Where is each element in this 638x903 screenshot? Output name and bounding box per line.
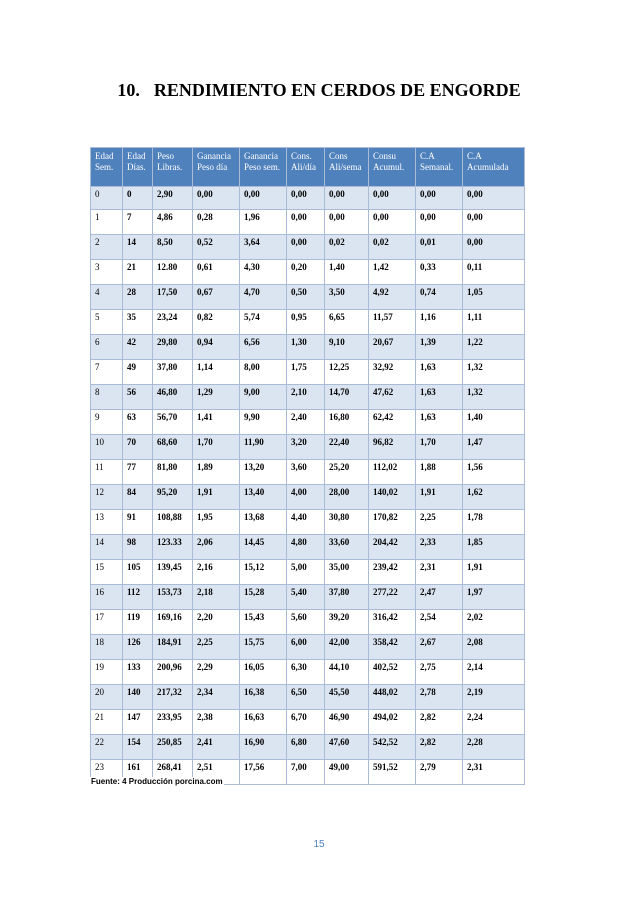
table-cell: 25,20 <box>325 460 369 485</box>
table-cell: 1,91 <box>416 485 463 510</box>
table-cell: 13 <box>91 510 123 535</box>
table-cell: 15 <box>91 560 123 585</box>
table-cell: 2,20 <box>193 610 240 635</box>
table-cell: 6,65 <box>325 310 369 335</box>
table-cell: 5 <box>91 310 123 335</box>
table-cell: 0,33 <box>416 260 463 285</box>
table-cell: 9,10 <box>325 335 369 360</box>
table-cell: 1,91 <box>463 560 525 585</box>
table-cell: 21 <box>91 710 123 735</box>
header-cell: Edad Días. <box>123 148 153 187</box>
table-cell: 20,67 <box>369 335 416 360</box>
table-cell: 126 <box>123 635 153 660</box>
table-cell: 46,80 <box>153 385 193 410</box>
performance-table <box>90 147 525 785</box>
table-cell: 13,68 <box>240 510 287 535</box>
table-cell: 28 <box>123 285 153 310</box>
table-cell: 204,42 <box>369 535 416 560</box>
table-cell: 1,89 <box>193 460 240 485</box>
table-cell: 153,73 <box>153 585 193 610</box>
table-cell: 0,00 <box>416 210 463 235</box>
table-cell: 15,28 <box>240 585 287 610</box>
source-note: Fuente: 4 Producción porcina.com <box>91 777 223 786</box>
header-cell: C.A Acumulada <box>463 148 525 187</box>
table-cell: 217,32 <box>153 685 193 710</box>
table-cell: 15,43 <box>240 610 287 635</box>
table-cell: 13,40 <box>240 485 287 510</box>
table-cell: 112 <box>123 585 153 610</box>
table-cell: 0,00 <box>240 187 287 210</box>
table-cell: 0 <box>123 187 153 210</box>
table-cell: 1,96 <box>240 210 287 235</box>
table-cell: 154 <box>123 735 153 760</box>
table-header-row <box>91 148 525 187</box>
table-cell: 147 <box>123 710 153 735</box>
table-row <box>91 285 525 310</box>
table-cell: 2,10 <box>287 385 325 410</box>
table-cell: 1,30 <box>287 335 325 360</box>
table-row <box>91 260 525 285</box>
table-cell: 42 <box>123 335 153 360</box>
table-cell: 16,80 <box>325 410 369 435</box>
table-row <box>91 660 525 685</box>
table-cell: 4,00 <box>287 485 325 510</box>
table-cell: 112,02 <box>369 460 416 485</box>
table-cell: 5,60 <box>287 610 325 635</box>
table-cell: 11 <box>91 460 123 485</box>
table-cell: 268,41 <box>153 760 193 785</box>
table-cell: 3,50 <box>325 285 369 310</box>
table-cell: 2,06 <box>193 535 240 560</box>
table-cell: 2,25 <box>416 510 463 535</box>
table-cell: 45,50 <box>325 685 369 710</box>
table-cell: 28,00 <box>325 485 369 510</box>
table-cell: 2,34 <box>193 685 240 710</box>
table-cell: 7,00 <box>287 760 325 785</box>
table-cell: 1,39 <box>416 335 463 360</box>
table-cell: 16,90 <box>240 735 287 760</box>
table-row <box>91 410 525 435</box>
table-cell: 0,00 <box>287 235 325 260</box>
table-cell: 1,95 <box>193 510 240 535</box>
table-cell: 81,80 <box>153 460 193 485</box>
table-cell: 591,52 <box>369 760 416 785</box>
table-cell: 17 <box>91 610 123 635</box>
table-row <box>91 210 525 235</box>
table-row <box>91 385 525 410</box>
table-cell: 16 <box>91 585 123 610</box>
table-cell: 2,25 <box>193 635 240 660</box>
table-cell: 8 <box>91 385 123 410</box>
table-cell: 133 <box>123 660 153 685</box>
table-cell: 19 <box>91 660 123 685</box>
table-cell: 21 <box>123 260 153 285</box>
table-cell: 2,08 <box>463 635 525 660</box>
table-cell: 30,80 <box>325 510 369 535</box>
table-cell: 0,00 <box>287 187 325 210</box>
table-row <box>91 310 525 335</box>
table-cell: 0,00 <box>416 187 463 210</box>
table-row <box>91 710 525 735</box>
table-cell: 2,67 <box>416 635 463 660</box>
table-cell: 542,52 <box>369 735 416 760</box>
table-cell: 0,74 <box>416 285 463 310</box>
table-row <box>91 560 525 585</box>
table-cell: 1,14 <box>193 360 240 385</box>
table-row <box>91 735 525 760</box>
table-cell: 250,85 <box>153 735 193 760</box>
table-cell: 184,91 <box>153 635 193 660</box>
table-cell: 70 <box>123 435 153 460</box>
table-cell: 3,20 <box>287 435 325 460</box>
header-cell: Consu Acumul. <box>369 148 416 187</box>
table-cell: 0,61 <box>193 260 240 285</box>
table-cell: 2,31 <box>463 760 525 785</box>
table-cell: 62,42 <box>369 410 416 435</box>
table-cell: 123.33 <box>153 535 193 560</box>
header-cell: Ganancia Peso día <box>193 148 240 187</box>
table-cell: 0,00 <box>369 187 416 210</box>
table-cell: 39,20 <box>325 610 369 635</box>
table-cell: 2,47 <box>416 585 463 610</box>
header-cell: Peso Libras. <box>153 148 193 187</box>
table-cell: 63 <box>123 410 153 435</box>
table-cell: 2,33 <box>416 535 463 560</box>
table-cell: 6 <box>91 335 123 360</box>
table-cell: 2,90 <box>153 187 193 210</box>
table-cell: 17,56 <box>240 760 287 785</box>
table-cell: 139,45 <box>153 560 193 585</box>
table-cell: 1,32 <box>463 385 525 410</box>
table-cell: 2,41 <box>193 735 240 760</box>
table-cell: 0,01 <box>416 235 463 260</box>
table-cell: 277,22 <box>369 585 416 610</box>
table-cell: 8,50 <box>153 235 193 260</box>
table-cell: 2,14 <box>463 660 525 685</box>
table-row <box>91 187 525 210</box>
table-cell: 1,63 <box>416 360 463 385</box>
table-cell: 8,00 <box>240 360 287 385</box>
table-cell: 1,97 <box>463 585 525 610</box>
table-row <box>91 360 525 385</box>
table-cell: 2,40 <box>287 410 325 435</box>
table-cell: 3 <box>91 260 123 285</box>
table-cell: 4,30 <box>240 260 287 285</box>
table-cell: 0,02 <box>369 235 416 260</box>
table-cell: 16,38 <box>240 685 287 710</box>
table-cell: 1,62 <box>463 485 525 510</box>
table-cell: 1,40 <box>463 410 525 435</box>
table-body <box>91 187 525 785</box>
table-cell: 11,57 <box>369 310 416 335</box>
table-cell: 1,16 <box>416 310 463 335</box>
table-cell: 84 <box>123 485 153 510</box>
table-cell: 1,42 <box>369 260 416 285</box>
table-cell: 0,00 <box>325 210 369 235</box>
table-cell: 2,79 <box>416 760 463 785</box>
table-cell: 42,00 <box>325 635 369 660</box>
table-cell: 14,70 <box>325 385 369 410</box>
header-cell: Ganancia Peso sem. <box>240 148 287 187</box>
table-cell: 0,02 <box>325 235 369 260</box>
table-cell: 0,00 <box>369 210 416 235</box>
table-cell: 22 <box>91 735 123 760</box>
table-cell: 4,80 <box>287 535 325 560</box>
table-cell: 49,00 <box>325 760 369 785</box>
table-cell: 1,70 <box>416 435 463 460</box>
table-cell: 1,91 <box>193 485 240 510</box>
table-cell: 7 <box>123 210 153 235</box>
table-cell: 46,90 <box>325 710 369 735</box>
table-cell: 0 <box>91 187 123 210</box>
table-cell: 29,80 <box>153 335 193 360</box>
table-cell: 1,32 <box>463 360 525 385</box>
table-cell: 6,50 <box>287 685 325 710</box>
table-cell: 1,05 <box>463 285 525 310</box>
table-cell: 68,60 <box>153 435 193 460</box>
table-cell: 5,00 <box>287 560 325 585</box>
table-cell: 6,70 <box>287 710 325 735</box>
table-row <box>91 460 525 485</box>
table-cell: 105 <box>123 560 153 585</box>
table-cell: 169,16 <box>153 610 193 635</box>
table-row <box>91 485 525 510</box>
table-cell: 161 <box>123 760 153 785</box>
table-cell: 1,70 <box>193 435 240 460</box>
table-cell: 316,42 <box>369 610 416 635</box>
table-cell: 0,67 <box>193 285 240 310</box>
table-cell: 2,29 <box>193 660 240 685</box>
table-cell: 16,63 <box>240 710 287 735</box>
table-cell: 1,85 <box>463 535 525 560</box>
table-cell: 37,80 <box>153 360 193 385</box>
table-cell: 170,82 <box>369 510 416 535</box>
table-cell: 12,25 <box>325 360 369 385</box>
table-cell: 14 <box>123 235 153 260</box>
header-cell: C.A Semanal. <box>416 148 463 187</box>
table-cell: 12 <box>91 485 123 510</box>
table-cell: 6,30 <box>287 660 325 685</box>
table-cell: 2,24 <box>463 710 525 735</box>
table-cell: 4,92 <box>369 285 416 310</box>
table-cell: 0,00 <box>287 210 325 235</box>
table-row <box>91 435 525 460</box>
table-cell: 4,40 <box>287 510 325 535</box>
table-cell: 6,56 <box>240 335 287 360</box>
table-cell: 4,70 <box>240 285 287 310</box>
table-cell: 1 <box>91 210 123 235</box>
table-cell: 119 <box>123 610 153 635</box>
table-cell: 20 <box>91 685 123 710</box>
table-row <box>91 635 525 660</box>
table-cell: 47,60 <box>325 735 369 760</box>
header-cell: Cons Ali/sema <box>325 148 369 187</box>
table-cell: 2,75 <box>416 660 463 685</box>
table-cell: 0,94 <box>193 335 240 360</box>
table-cell: 9 <box>91 410 123 435</box>
header-cell: Edad Sem. <box>91 148 123 187</box>
table-cell: 77 <box>123 460 153 485</box>
table-cell: 402,52 <box>369 660 416 685</box>
table-cell: 6,00 <box>287 635 325 660</box>
table-cell: 2,02 <box>463 610 525 635</box>
table-cell: 1,22 <box>463 335 525 360</box>
table-cell: 10 <box>91 435 123 460</box>
table-row <box>91 235 525 260</box>
table-cell: 32,92 <box>369 360 416 385</box>
table-cell: 2,82 <box>416 735 463 760</box>
table-cell: 95,20 <box>153 485 193 510</box>
table-cell: 18 <box>91 635 123 660</box>
table-cell: 0,11 <box>463 260 525 285</box>
table-cell: 15,75 <box>240 635 287 660</box>
table-cell: 1,40 <box>325 260 369 285</box>
table-cell: 2,51 <box>193 760 240 785</box>
table-cell: 17,50 <box>153 285 193 310</box>
table-cell: 108,88 <box>153 510 193 535</box>
table-cell: 0,00 <box>463 235 525 260</box>
table-cell: 4 <box>91 285 123 310</box>
table-row <box>91 610 525 635</box>
table-cell: 140,02 <box>369 485 416 510</box>
table-cell: 96,82 <box>369 435 416 460</box>
table-cell: 494,02 <box>369 710 416 735</box>
table-cell: 56,70 <box>153 410 193 435</box>
table-cell: 233,95 <box>153 710 193 735</box>
table-cell: 2,28 <box>463 735 525 760</box>
table-cell: 2,31 <box>416 560 463 585</box>
table-cell: 1,63 <box>416 410 463 435</box>
page-title <box>0 80 638 101</box>
table-cell: 22,40 <box>325 435 369 460</box>
table-cell: 91 <box>123 510 153 535</box>
table-cell: 0,95 <box>287 310 325 335</box>
table-cell: 1,11 <box>463 310 525 335</box>
table-cell: 98 <box>123 535 153 560</box>
table-cell: 2,38 <box>193 710 240 735</box>
table-cell: 0,52 <box>193 235 240 260</box>
table-cell: 2,82 <box>416 710 463 735</box>
table-row <box>91 510 525 535</box>
table-cell: 15,12 <box>240 560 287 585</box>
table-cell: 1,47 <box>463 435 525 460</box>
table-cell: 6,80 <box>287 735 325 760</box>
table-cell: 5,40 <box>287 585 325 610</box>
table-cell: 140 <box>123 685 153 710</box>
table-cell: 23,24 <box>153 310 193 335</box>
table-cell: 16,05 <box>240 660 287 685</box>
section-title: RENDIMIENTO EN CERDOS DE ENGORDE <box>153 80 521 100</box>
table-row <box>91 535 525 560</box>
table-cell: 358,42 <box>369 635 416 660</box>
table-cell: 2,54 <box>416 610 463 635</box>
table-cell: 49 <box>123 360 153 385</box>
table-cell: 1,78 <box>463 510 525 535</box>
table-cell: 23 <box>91 760 123 785</box>
table-cell: 0,28 <box>193 210 240 235</box>
page-number: 15 <box>313 839 325 850</box>
table-cell: 200,96 <box>153 660 193 685</box>
table-cell: 12.80 <box>153 260 193 285</box>
table-cell: 0,00 <box>193 187 240 210</box>
table-cell: 2 <box>91 235 123 260</box>
table-cell: 5,74 <box>240 310 287 335</box>
table-cell: 0,00 <box>463 210 525 235</box>
section-number: 10. <box>117 80 140 100</box>
table-cell: 35,00 <box>325 560 369 585</box>
table-cell: 1,56 <box>463 460 525 485</box>
table-cell: 13,20 <box>240 460 287 485</box>
table-row <box>91 585 525 610</box>
table-cell: 44,10 <box>325 660 369 685</box>
table-cell: 0,00 <box>463 187 525 210</box>
table-cell: 11,90 <box>240 435 287 460</box>
table-cell: 14 <box>91 535 123 560</box>
header-cell: Cons. Ali/día <box>287 148 325 187</box>
table-row <box>91 685 525 710</box>
table-cell: 47,62 <box>369 385 416 410</box>
table-cell: 1,75 <box>287 360 325 385</box>
table-cell: 3,64 <box>240 235 287 260</box>
table-cell: 37,80 <box>325 585 369 610</box>
table-cell: 239,42 <box>369 560 416 585</box>
table-cell: 1,88 <box>416 460 463 485</box>
table-cell: 0,00 <box>325 187 369 210</box>
table-cell: 448,02 <box>369 685 416 710</box>
table-cell: 35 <box>123 310 153 335</box>
table-cell: 4,86 <box>153 210 193 235</box>
table-cell: 3,60 <box>287 460 325 485</box>
table-cell: 0,82 <box>193 310 240 335</box>
table-cell: 7 <box>91 360 123 385</box>
table-cell: 1,63 <box>416 385 463 410</box>
table-cell: 56 <box>123 385 153 410</box>
table-cell: 33,60 <box>325 535 369 560</box>
table-cell: 2,19 <box>463 685 525 710</box>
table-cell: 2,16 <box>193 560 240 585</box>
table-cell: 9,90 <box>240 410 287 435</box>
table-cell: 1,29 <box>193 385 240 410</box>
table-cell: 2,78 <box>416 685 463 710</box>
table-cell: 0,50 <box>287 285 325 310</box>
table-cell: 1,41 <box>193 410 240 435</box>
table-cell: 2,18 <box>193 585 240 610</box>
table-row <box>91 335 525 360</box>
table-cell: 14,45 <box>240 535 287 560</box>
table-cell: 9,00 <box>240 385 287 410</box>
table-cell: 0,20 <box>287 260 325 285</box>
